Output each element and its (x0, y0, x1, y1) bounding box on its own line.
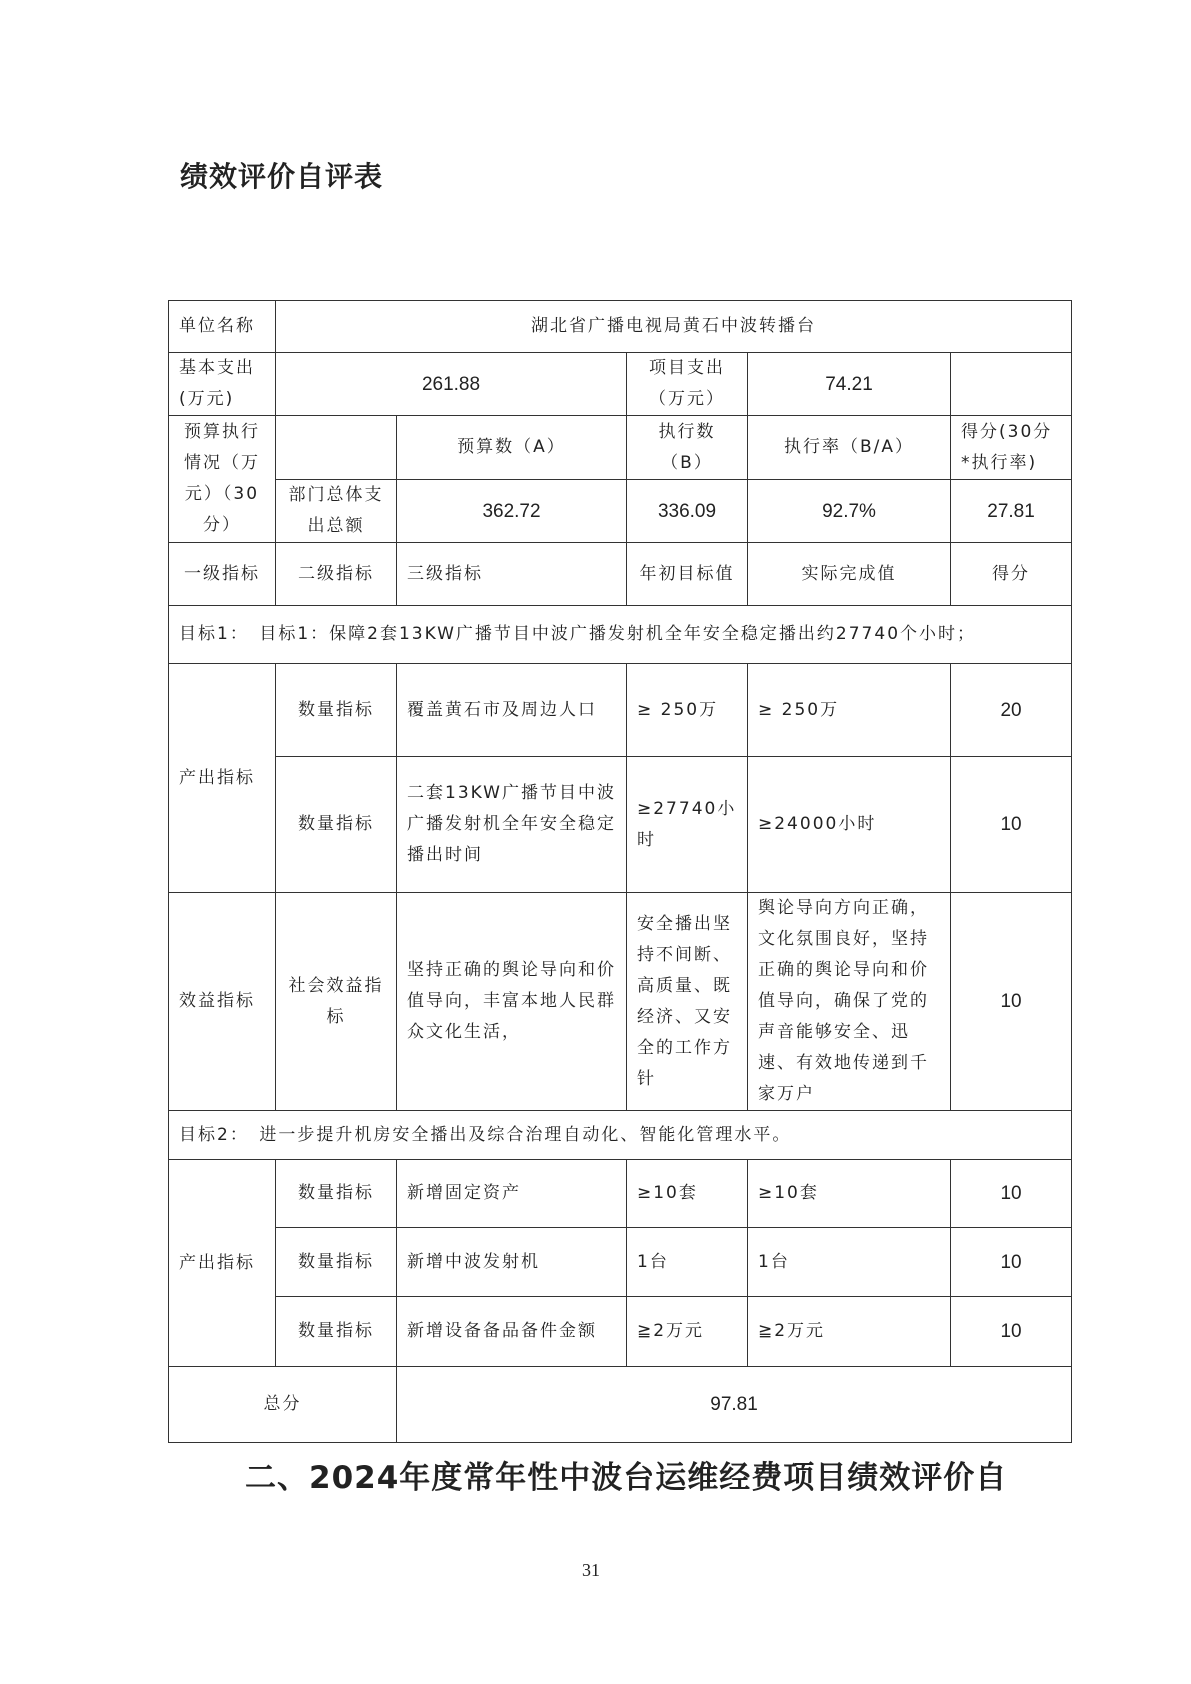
score: 10 (951, 893, 1072, 1111)
score: 10 (951, 1160, 1072, 1228)
table-row (169, 1367, 1072, 1443)
index-header: 年初目标值 (627, 543, 748, 606)
actual-value: ≧2万元 (748, 1297, 951, 1367)
unit-label: 单位名称 (169, 301, 276, 353)
goal-2: 目标2： 进一步提升机房安全播出及综合治理自动化、智能化管理水平。 (169, 1111, 1072, 1160)
actual-value: ≥10套 (748, 1160, 951, 1228)
dept-value: 92.7% (748, 480, 951, 543)
section-heading: 二、2024年度常年性中波台运维经费项目绩效评价自 (245, 1460, 1008, 1496)
total-value: 97.81 (397, 1367, 1072, 1443)
score: 10 (951, 1297, 1072, 1367)
index-header: 二级指标 (276, 543, 397, 606)
table-row (169, 1111, 1072, 1160)
dept-value: 27.81 (951, 480, 1072, 543)
table-row (169, 353, 1072, 416)
empty-cell (951, 353, 1072, 416)
level1-index: 产出指标 (169, 664, 276, 893)
goal-1: 目标1： 目标1：保障2套13KW广播节目中波广播发射机全年安全稳定播出约27740个小时； (169, 606, 1072, 664)
table-row (169, 480, 1072, 543)
actual-value: ≥ 250万 (748, 664, 951, 757)
level2-index: 社会效益指标 (276, 893, 397, 1111)
table-row (169, 606, 1072, 664)
table-row (169, 416, 1072, 480)
table-row (169, 1160, 1072, 1228)
table-row (169, 664, 1072, 757)
score: 10 (951, 1228, 1072, 1297)
index-header: 实际完成值 (748, 543, 951, 606)
target-value: ≥ 250万 (627, 664, 748, 757)
budget-header: 执行率（B/A） (748, 416, 951, 480)
table-row (169, 757, 1072, 893)
page-title: 绩效评价自评表 (180, 160, 384, 193)
target-value: ≧2万元 (627, 1297, 748, 1367)
dept-label: 部门总体支出总额 (276, 480, 397, 543)
score: 10 (951, 757, 1072, 893)
actual-value: ≥24000小时 (748, 757, 951, 893)
table-row (169, 893, 1072, 1111)
project-value: 74.21 (748, 353, 951, 416)
level3-index: 新增中波发射机 (397, 1228, 627, 1297)
budget-header: 预算数（A） (397, 416, 627, 480)
level2-index: 数量指标 (276, 664, 397, 757)
level3-index: 覆盖黄石市及周边人口 (397, 664, 627, 757)
level2-index: 数量指标 (276, 1160, 397, 1228)
target-value: ≥10套 (627, 1160, 748, 1228)
target-value: 安全播出坚持不间断、高质量、既经济、又安全的工作方针 (627, 893, 748, 1111)
score: 20 (951, 664, 1072, 757)
level3-index: 二套13KW广播节目中波广播发射机全年安全稳定播出时间 (397, 757, 627, 893)
page-number: 31 (582, 1560, 600, 1580)
level2-index: 数量指标 (276, 1228, 397, 1297)
index-header: 得分 (951, 543, 1072, 606)
total-label: 总分 (169, 1367, 397, 1443)
level3-index: 新增固定资产 (397, 1160, 627, 1228)
table-row (169, 543, 1072, 606)
dept-value: 336.09 (627, 480, 748, 543)
budget-label: 预算执行情况（万元）（30分） (169, 416, 276, 543)
empty-cell (276, 416, 397, 480)
actual-value: 舆论导向方向正确，文化氛围良好，坚持正确的舆论导向和价值导向，确保了党的声音能够安全、迅速、有效地传递到千家万户 (748, 893, 951, 1111)
actual-value: 1台 (748, 1228, 951, 1297)
project-label: 项目支出（万元） (627, 353, 748, 416)
index-header: 一级指标 (169, 543, 276, 606)
level3-index: 坚持正确的舆论导向和价值导向，丰富本地人民群众文化生活， (397, 893, 627, 1111)
evaluation-table (168, 300, 1072, 1443)
level1-index: 产出指标 (169, 1160, 276, 1367)
basic-value: 261.88 (276, 353, 627, 416)
unit-name: 湖北省广播电视局黄石中波转播台 (276, 301, 1072, 353)
table-row (169, 1297, 1072, 1367)
level2-index: 数量指标 (276, 1297, 397, 1367)
target-value: 1台 (627, 1228, 748, 1297)
target-value: ≥27740小时 (627, 757, 748, 893)
basic-label: 基本支出(万元) (169, 353, 276, 416)
level1-index: 效益指标 (169, 893, 276, 1111)
dept-value: 362.72 (397, 480, 627, 543)
index-header: 三级指标 (397, 543, 627, 606)
level2-index: 数量指标 (276, 757, 397, 893)
level3-index: 新增设备备品备件金额 (397, 1297, 627, 1367)
table-row (169, 1228, 1072, 1297)
budget-header: 执行数（B） (627, 416, 748, 480)
table-row (169, 301, 1072, 353)
budget-header: 得分(30分*执行率) (951, 416, 1072, 480)
